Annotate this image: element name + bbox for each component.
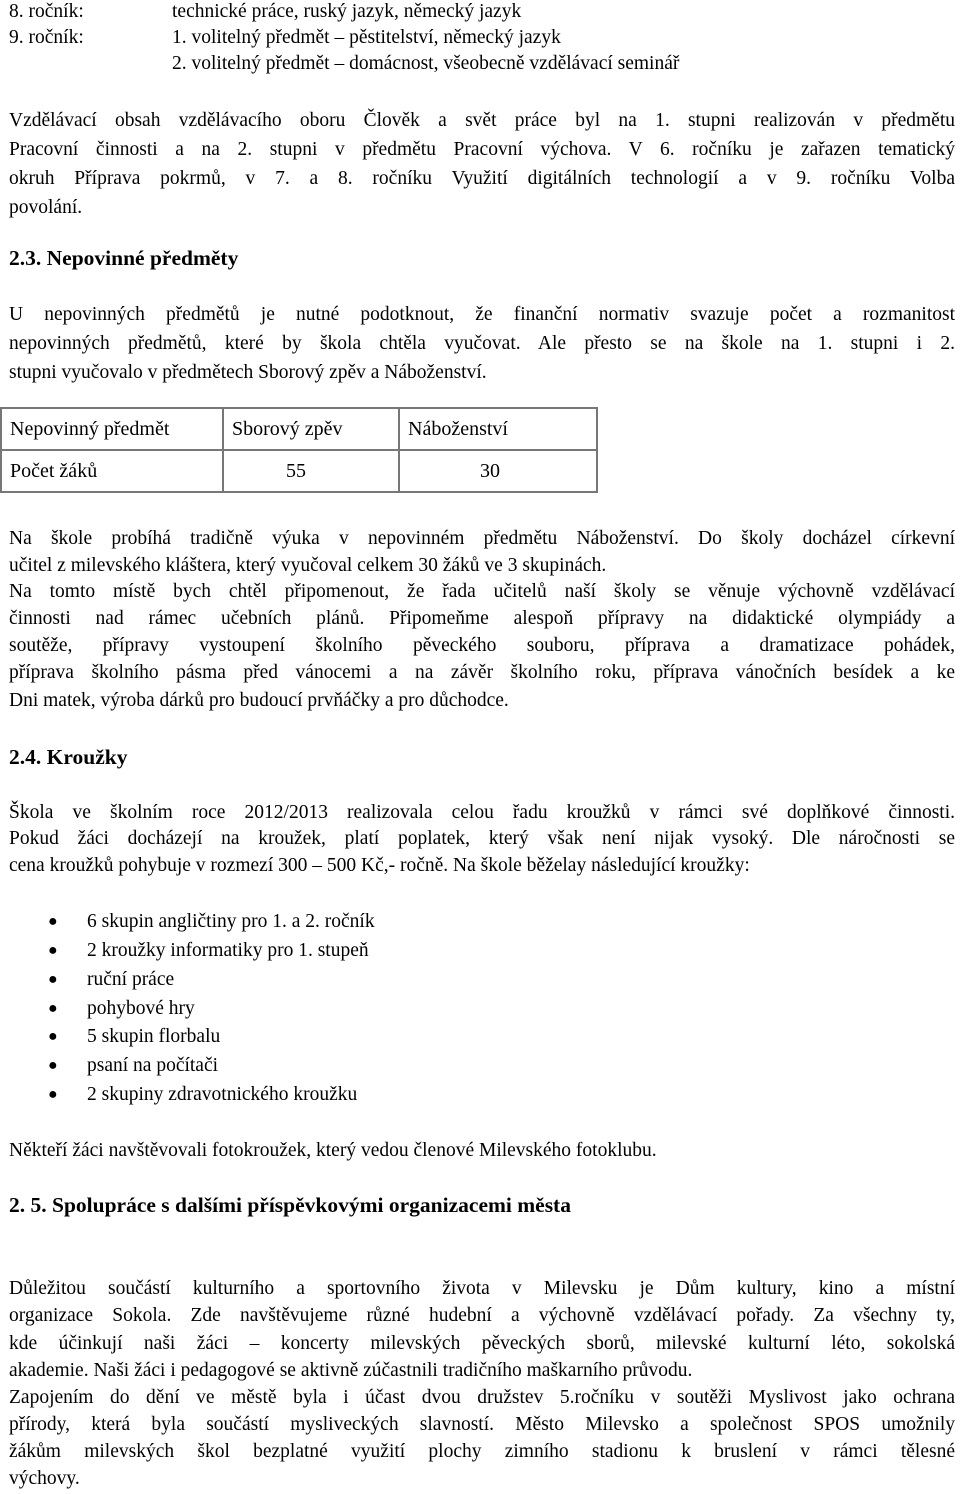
paragraph-line: výchovy. <box>9 1468 80 1489</box>
paragraph-line: cena kroužků pohybuje v rozmezí 300 – 500 Kč,- ročně. Na škole běželay následující kroužky: <box>9 855 750 876</box>
list-item: 5 skupin florbalu <box>87 1026 221 1047</box>
table-header-cell: Nepovinný předmět <box>1 408 223 450</box>
paragraph-line: Dni matek, výroba dárků pro budoucí prvňáčky a pro důchodce. <box>9 690 509 711</box>
list-item: 2 kroužky informatiky pro 1. stupeň <box>87 940 369 961</box>
paragraph-line: Pracovní činnosti a na 2. stupni v předmětu Pracovní výchova. V 6. ročníku je zařazen tematický <box>9 139 955 160</box>
paragraph-line: Někteří žáci navštěvovali fotokroužek, který vedou členové Milevského fotoklubu. <box>9 1140 657 1161</box>
grade-line <box>9 25 561 51</box>
paragraph-line: učitel z milevského kláštera, který vyučoval celkem 30 žáků ve 3 skupinách. <box>9 555 607 576</box>
grade-text: 2. volitelný předmět – domácnost, všeobecně vzdělávací seminář <box>172 53 680 74</box>
paragraph-line: povolání. <box>9 197 83 218</box>
paragraph-line: Pokud žáci docházejí na kroužek, platí poplatek, který však není nijak vysoký. Dle náročnosti se <box>9 828 955 849</box>
section-heading: 2.3. Nepovinné předměty <box>9 246 239 270</box>
bullet-icon: ● <box>48 913 58 930</box>
list-item: 2 skupiny zdravotnického kroužku <box>87 1084 358 1105</box>
paragraph-line: akademie. Naši žáci i pedagogové se aktivně zúčastnili tradičního maškarního průvodu. <box>9 1360 693 1381</box>
paragraph-line: nepovinných předmětů, které by škola chtěla vyučovat. Ale přesto se na škole na 1. stupni i 2. <box>9 333 955 354</box>
grade-label: 8. ročník: <box>9 1 84 22</box>
paragraph-line: Na škole probíhá tradičně výuka v nepovinném předmětu Náboženství. Do školy docházel církevní <box>9 528 955 549</box>
table-cell: Počet žáků <box>1 450 223 492</box>
paragraph-line: činnosti nad rámec učebních plánů. Připomeňme alespoň přípravy na didaktické olympiády a <box>9 608 955 629</box>
paragraph-line: žákům milevských škol bezplatné využití plochy zimního stadionu k bruslení v rámci tělesné <box>9 1441 955 1462</box>
table-row <box>1 450 597 492</box>
optional-subjects-table <box>0 407 598 493</box>
list-item: 6 skupin angličtiny pro 1. a 2. ročník <box>87 911 375 932</box>
table-cell: 55 <box>223 450 399 492</box>
paragraph-line: příprava školního pásma před vánocemi a na závěr školního roku, příprava vánočních besídek a ke <box>9 662 955 683</box>
grade-text: technické práce, ruský jazyk, německý jazyk <box>172 1 522 22</box>
grade-text: 1. volitelný předmět – pěstitelství, německý jazyk <box>172 27 561 48</box>
paragraph-line: Vzdělávací obsah vzdělávacího oboru Člověk a svět práce byl na 1. stupni realizován v předmětu <box>9 110 955 131</box>
list-item: ruční práce <box>87 969 175 990</box>
table-row <box>1 408 597 450</box>
table-header-cell: Sborový zpěv <box>223 408 399 450</box>
paragraph-line: okruh Příprava pokrmů, v 7. a 8. ročníku Využití digitálních technologií a v 9. ročníku Volba <box>9 168 955 189</box>
bullet-icon: ● <box>48 1028 58 1045</box>
grade-line <box>9 0 522 25</box>
grade-label: 9. ročník: <box>9 27 84 48</box>
bullet-icon: ● <box>48 971 58 988</box>
paragraph-line: soutěže, přípravy vystoupení školního pěveckého souboru, příprava a dramatizace pohádek, <box>9 635 955 656</box>
paragraph-line: Zapojením do dění ve městě byla i účast dvou družstev 5.ročníku v soutěži Myslivost jako ochrana <box>9 1387 955 1408</box>
paragraph-line: kde účinkují naši žáci – koncerty milevských pěveckých sborů, milevské kulturní léto, sokolská <box>9 1333 955 1354</box>
list-item: pohybové hry <box>87 998 195 1019</box>
list-item: psaní na počítači <box>87 1055 219 1076</box>
paragraph-line: U nepovinných předmětů je nutné podotknout, že finanční normativ svazuje počet a rozmanitost <box>9 304 955 325</box>
paragraph-line: přírody, která byla součástí mysliveckých slavností. Město Milevsko a společnost SPOS umožnily <box>9 1414 955 1435</box>
bullet-icon: ● <box>48 942 58 959</box>
bullet-icon: ● <box>48 1000 58 1017</box>
table-header-cell: Náboženství <box>399 408 597 450</box>
table-cell: 30 <box>399 450 597 492</box>
paragraph-line: organizace Sokola. Zde navštěvujeme různé hudební a výchovně vzdělávací pořady. Za všechny ty, <box>9 1305 955 1326</box>
bullet-icon: ● <box>48 1086 58 1103</box>
paragraph-line: Na tomto místě bych chtěl připomenout, že řada učitelů naší školy se věnuje výchovně vzdělávací <box>9 581 955 602</box>
paragraph-line: Škola ve školním roce 2012/2013 realizovala celou řadu kroužků v rámci své doplňkové činnosti. <box>9 802 955 823</box>
paragraph-line: Důležitou součástí kulturního a sportovního života v Milevsku je Dům kultury, kino a místní <box>9 1278 955 1299</box>
section-heading: 2. 5. Spolupráce s dalšími příspěvkovými organizacemi města <box>9 1193 571 1217</box>
bullet-icon: ● <box>48 1057 58 1074</box>
section-heading: 2.4. Kroužky <box>9 745 128 769</box>
paragraph-line: stupni vyučovalo v předmětech Sborový zpěv a Náboženství. <box>9 362 487 383</box>
